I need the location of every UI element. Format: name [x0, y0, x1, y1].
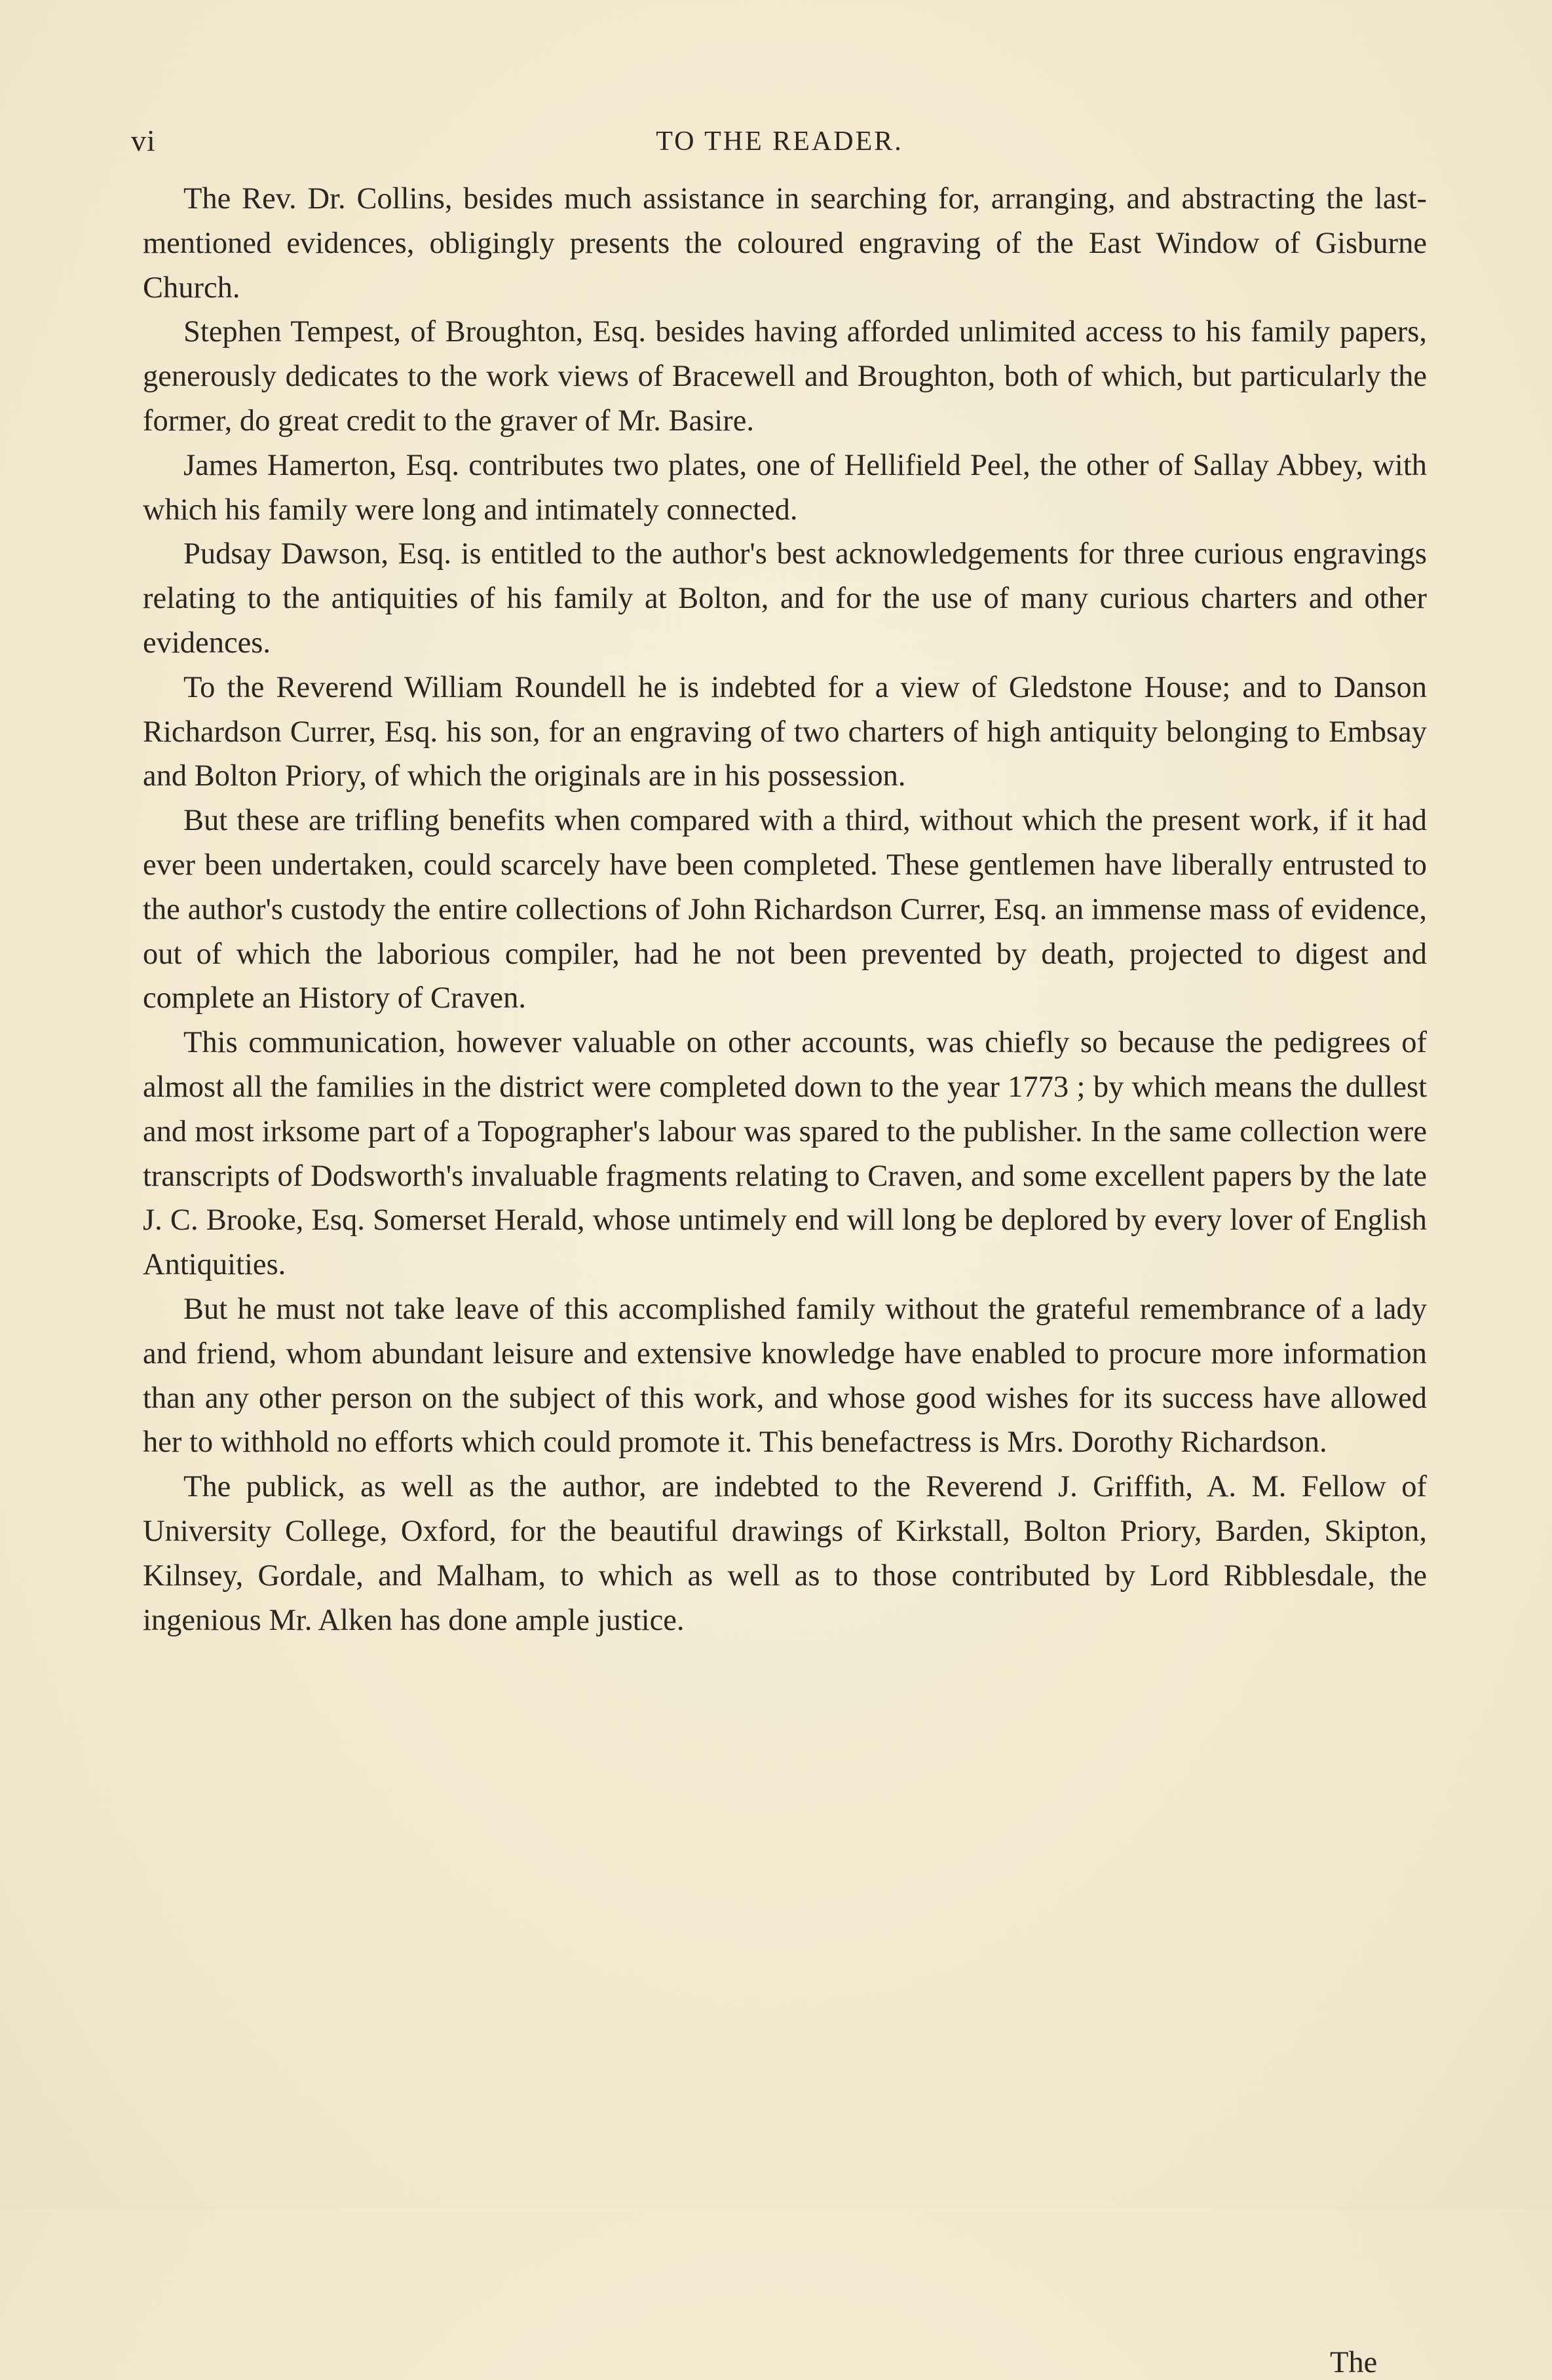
paragraph: Stephen Tempest, of Broughton, Esq. besides having afforded unlimited access to his family papers, generously dedicates to the work views of Bracewell and Broughton, both of which, but particularly the former, do great credit to the graver of Mr. Basire.: [143, 315, 1427, 438]
body-text: [143, 177, 1427, 1642]
paragraph: But these are trifling benefits when compared with a third, without which the present work, if it had ever been undertaken, could scarcely have been completed. These gentlemen have liberally entrusted to the author's custody the entire collections of John Richardson Currer, Esq. an immense mass of evidence, out of which the laborious compiler, had he not been prevented by death, projected to digest and complete an History of Craven.: [143, 804, 1427, 1015]
paragraph: James Hamerton, Esq. contributes two plates, one of Hellifield Peel, the other of Sallay Abbey, with which his family were long and intimately connected.: [143, 448, 1427, 527]
catchword: The: [1330, 2346, 1378, 2379]
running-head: TO THE READER.: [656, 126, 903, 157]
paragraph: Pudsay Dawson, Esq. is entitled to the author's best acknowledgements for three curious engravings relating to the antiquities of his family at Bolton, and for the use of many curious charters and other evidences.: [143, 537, 1427, 660]
page-number: vi: [131, 124, 156, 157]
paragraph: This communication, however valuable on other accounts, was chiefly so because the pedigrees of almost all the families in the district were completed down to the year 1773 ; by which means the dullest and most irksome part of a Topographer's labour was spared to the publisher. In the same collection were transcripts of Dodsworth's invaluable fragments relating to Craven, and some excellent papers by the late J. C. Brooke, Esq. Somerset Herald, whose untimely end will long be deplored by every lover of English Antiquities.: [143, 1026, 1427, 1282]
page-header: [124, 123, 1435, 162]
paragraph: To the Reverend William Roundell he is indebted for a view of Gledstone House; and to Danson Richardson Currer, Esq. his son, for an engraving of two charters of high antiquity belonging to Embsay and Bolton Priory, of which the originals are in his possession.: [143, 670, 1427, 793]
paragraph: But he must not take leave of this accomplished family without the grateful remembrance of a lady and friend, whom abundant leisure and extensive knowledge have enabled to procure more information than any other person on the subject of this work, and whose good wishes for its success have allowed her to withhold no efforts which could promote it. This benefactress is Mrs. Dorothy Richardson.: [143, 1292, 1427, 1460]
paragraph: The publick, as well as the author, are indebted to the Reverend J. Griffith, A. M. Fellow of University College, Oxford, for the beautiful drawings of Kirkstall, Bolton Priory, Barden, Skipton, Kilnsey, Gordale, and Malham, to which as well as to those contributed by Lord Ribblesdale, the ingenious Mr. Alken has done ample justice.: [143, 1470, 1427, 1637]
paragraph: The Rev. Dr. Collins, besides much assistance in searching for, arranging, and abstracting the last-mentioned evidences, obligingly presents the coloured engraving of the East Window of Gisburne Church.: [143, 182, 1427, 305]
